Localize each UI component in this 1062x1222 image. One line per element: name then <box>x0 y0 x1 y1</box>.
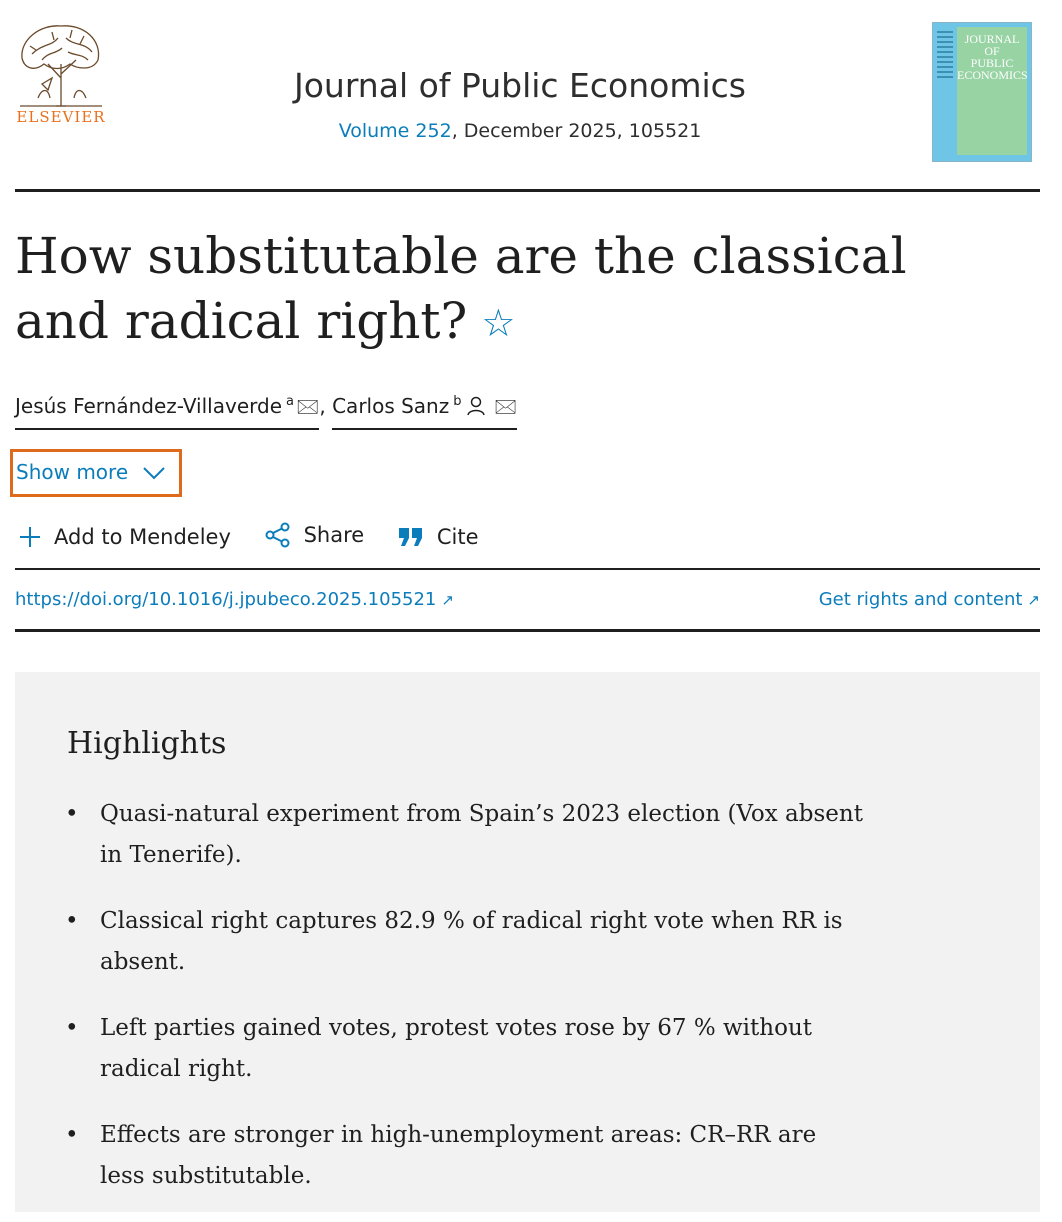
mail-icon: 🖂 <box>295 394 320 418</box>
article-toolbar <box>18 521 505 554</box>
star-outline-icon[interactable]: ☆ <box>481 301 516 345</box>
add-to-mendeley-label: Add to Mendeley <box>54 525 231 549</box>
highlight-text: Left parties gained votes, protest votes rose by 67 % without radical right. <box>100 1015 813 1082</box>
cite-button[interactable] <box>397 525 479 549</box>
volume-link[interactable]: Volume 252 <box>338 120 452 142</box>
article-title: How substitutable are the classical and radical right? ☆ <box>15 227 907 350</box>
highlights-section <box>15 672 1040 1212</box>
show-more-button[interactable] <box>10 449 182 497</box>
author-list <box>15 392 517 430</box>
external-link-icon: ↗ <box>1027 591 1040 609</box>
highlights-heading: Highlights <box>67 726 227 761</box>
affiliation-marker: b <box>453 394 462 410</box>
bullet-icon: • <box>65 1015 79 1041</box>
publisher-name: ELSEVIER <box>16 108 106 126</box>
share-button[interactable] <box>264 521 365 549</box>
highlight-item <box>65 1008 865 1090</box>
share-icon <box>264 521 292 549</box>
journal-title[interactable]: Journal of Public Economics <box>293 66 746 105</box>
plus-icon <box>18 525 42 549</box>
issue-details: , December 2025, 105521 <box>451 120 702 142</box>
journal-header <box>0 0 1062 192</box>
journal-cover-image[interactable] <box>932 22 1032 162</box>
highlight-item <box>65 794 865 876</box>
author-link[interactable] <box>332 392 517 430</box>
author-name: Carlos Sanz <box>332 394 450 418</box>
highlight-text: Effects are stronger in high-unemployment areas: CR–RR are less substitutable. <box>100 1122 817 1189</box>
bullet-icon: • <box>65 801 79 827</box>
cover-stripes <box>937 31 955 81</box>
show-more-label: Show more <box>16 460 129 484</box>
external-link-icon: ↗ <box>441 591 454 609</box>
author-name: Jesús Fernández-Villaverde <box>15 394 282 418</box>
highlights-list <box>65 794 865 1222</box>
share-label: Share <box>303 523 365 547</box>
highlight-item <box>65 1115 865 1197</box>
cite-label: Cite <box>436 525 479 549</box>
cover-title: JOURNAL OF PUBLIC ECONOMICS <box>957 32 1028 82</box>
doi-link[interactable] <box>15 589 454 610</box>
header-divider <box>15 189 1040 192</box>
add-to-mendeley-button[interactable] <box>18 525 231 549</box>
toolbar-divider-top <box>15 568 1040 570</box>
bullet-icon: • <box>65 908 79 934</box>
journal-meta <box>0 120 1040 142</box>
highlight-text: Quasi-natural experiment from Spain’s 2023 election (Vox absent in Tenerife). <box>100 801 863 868</box>
cover-panel <box>957 27 1027 155</box>
highlight-text: Classical right captures 82.9 % of radical right vote when RR is absent. <box>100 908 843 975</box>
person-icon <box>466 394 486 418</box>
get-rights-link[interactable] <box>819 589 1040 610</box>
affiliation-marker: a <box>286 394 294 410</box>
doi-text: https://doi.org/10.1016/j.jpubeco.2025.105521 <box>15 589 437 610</box>
author-link[interactable] <box>15 392 319 430</box>
author-separator: , <box>319 394 333 418</box>
highlight-item <box>65 901 865 983</box>
doi-divider <box>15 629 1040 632</box>
mail-icon: 🖂 <box>493 394 518 418</box>
chevron-down-icon <box>142 464 166 482</box>
quote-icon <box>397 525 425 549</box>
bullet-icon: • <box>65 1122 79 1148</box>
rights-text: Get rights and content <box>818 589 1023 610</box>
